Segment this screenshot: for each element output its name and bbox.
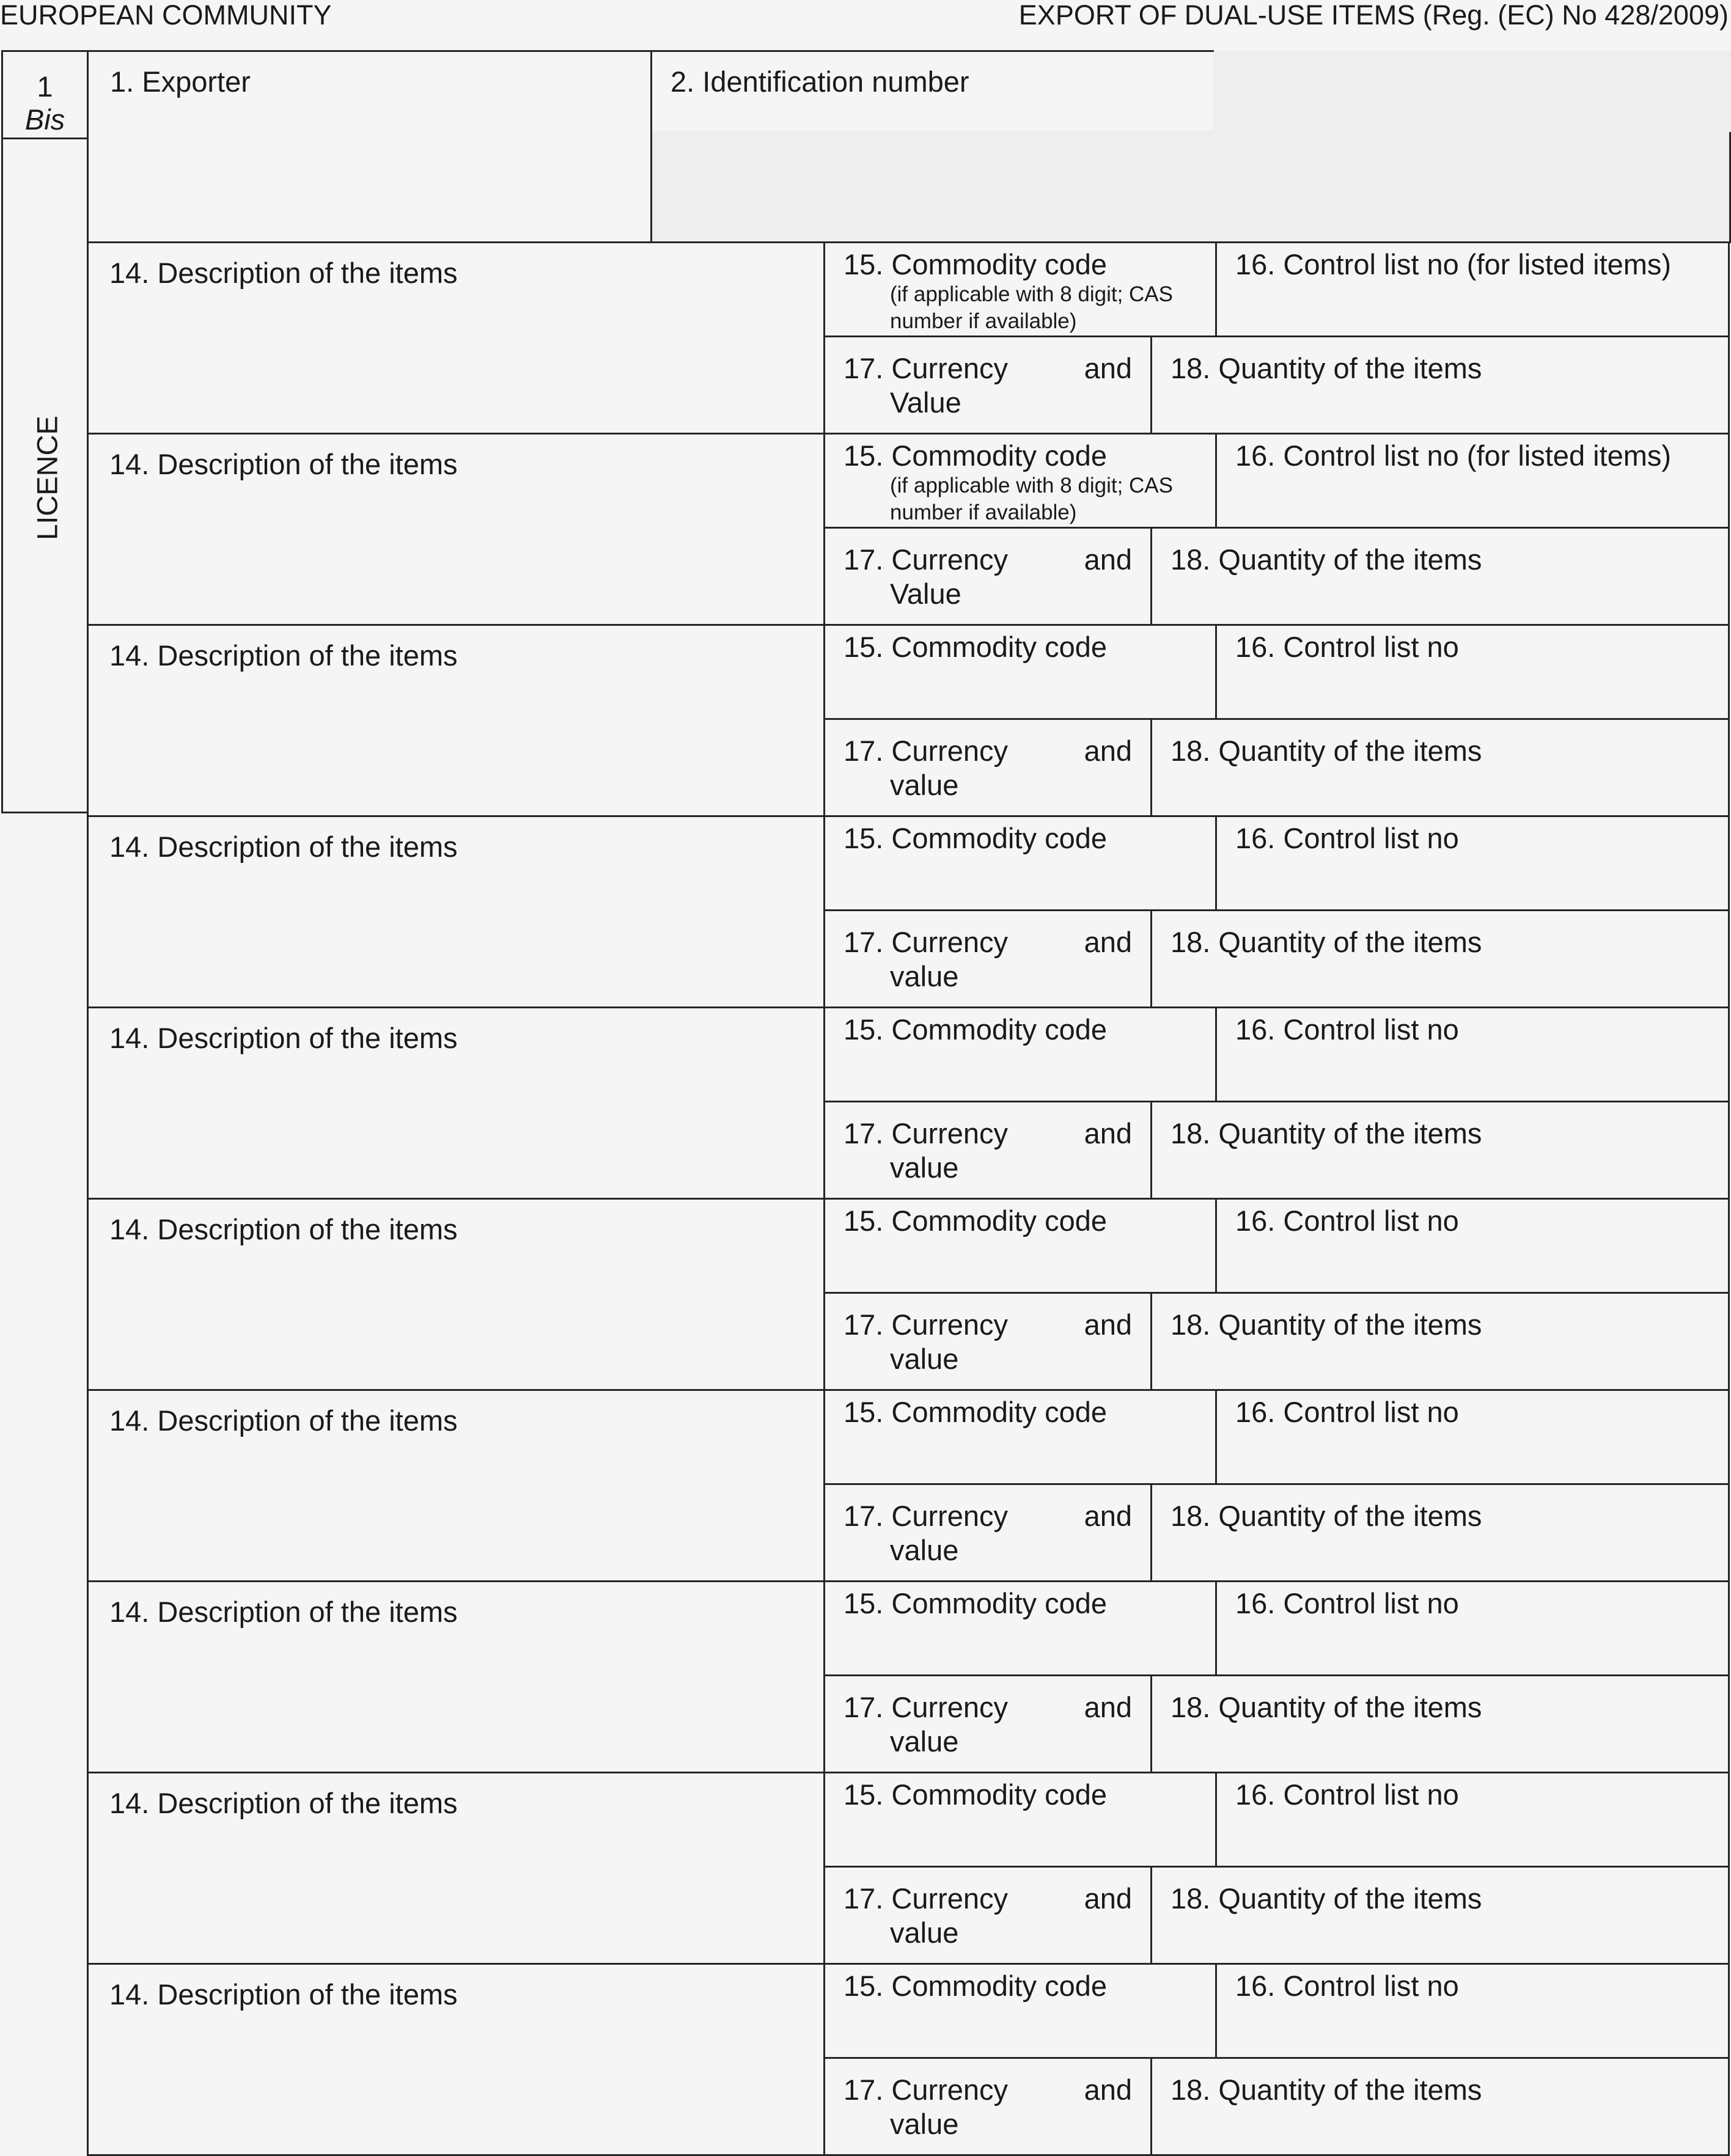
item-description-label: 14. Description of the items — [109, 1978, 458, 2011]
currency-label: 17. Currency — [843, 2074, 1009, 2106]
commodity-code-box[interactable] — [823, 433, 1217, 529]
currency-and-label: and — [1084, 1500, 1132, 1532]
control-list-label: 16. Control list no — [1235, 1396, 1459, 1428]
control-list-label: 16. Control list no — [1235, 1970, 1459, 2002]
currency-and-label: and — [1084, 1117, 1132, 1150]
exporter-box[interactable] — [87, 50, 652, 243]
currency-and-label: and — [1084, 735, 1132, 767]
quantity-box[interactable] — [1150, 1483, 1730, 1582]
currency-label: 17. Currency — [843, 1308, 1009, 1341]
currency-label: 17. Currency — [843, 1882, 1009, 1915]
quantity-label: 18. Quantity of the items — [1171, 352, 1482, 384]
identification-number-box[interactable] — [650, 50, 1216, 132]
control-list-label: 16. Control list no — [1235, 631, 1459, 663]
value-label: value — [890, 2108, 959, 2140]
value-label: value — [890, 1916, 959, 1949]
commodity-code-label: 15. Commodity code — [843, 1778, 1108, 1811]
currency-value-box[interactable] — [823, 718, 1152, 817]
commodity-code-box[interactable] — [823, 1772, 1217, 1868]
commodity-code-box[interactable] — [823, 1198, 1217, 1294]
currency-label: 17. Currency — [843, 1117, 1009, 1150]
control-list-box[interactable] — [1215, 1389, 1730, 1485]
item-description-box[interactable] — [87, 624, 825, 817]
item-description-label: 14. Description of the items — [109, 1213, 458, 1245]
item-description-box[interactable] — [87, 433, 825, 626]
exporter-label: 1. Exporter — [110, 65, 251, 98]
commodity-code-label: 15. Commodity code — [843, 439, 1108, 472]
commodity-code-box[interactable] — [823, 241, 1217, 337]
quantity-box[interactable] — [1150, 527, 1730, 626]
currency-and-label: and — [1084, 926, 1132, 958]
currency-label: 17. Currency — [843, 352, 1009, 384]
value-label: value — [890, 1725, 959, 1758]
identification-number-label: 2. Identification number — [671, 65, 969, 98]
control-list-box[interactable] — [1215, 1580, 1730, 1676]
currency-and-label: and — [1084, 2074, 1132, 2106]
currency-and-label: and — [1084, 352, 1132, 384]
value-label: value — [890, 1343, 959, 1375]
commodity-code-note-line2: number if available) — [890, 501, 1077, 524]
commodity-code-label: 15. Commodity code — [843, 1587, 1108, 1619]
item-description-label: 14. Description of the items — [109, 639, 458, 672]
form-bis-label: Bis — [24, 103, 65, 136]
quantity-box[interactable] — [1150, 336, 1730, 435]
currency-and-label: and — [1084, 1308, 1132, 1341]
currency-label: 17. Currency — [843, 1691, 1009, 1723]
commodity-code-box[interactable] — [823, 1580, 1217, 1676]
currency-and-label: and — [1084, 543, 1132, 576]
currency-label: 17. Currency — [843, 543, 1009, 576]
quantity-label: 18. Quantity of the items — [1171, 2074, 1482, 2106]
currency-and-label: and — [1084, 1691, 1132, 1723]
control-list-box[interactable] — [1215, 1198, 1730, 1294]
currency-value-box[interactable] — [823, 2057, 1152, 2156]
quantity-label: 18. Quantity of the items — [1171, 543, 1482, 576]
currency-value-box[interactable] — [823, 1866, 1152, 1965]
currency-value-box[interactable] — [823, 336, 1152, 435]
quantity-box[interactable] — [1150, 1101, 1730, 1200]
quantity-label: 18. Quantity of the items — [1171, 1691, 1482, 1723]
item-description-box[interactable] — [87, 1007, 825, 1200]
control-list-label: 16. Control list no — [1235, 1587, 1459, 1619]
currency-value-box[interactable] — [823, 1483, 1152, 1582]
value-label: Value — [890, 578, 961, 610]
control-list-label: 16. Control list no — [1235, 1013, 1459, 1046]
currency-label: 17. Currency — [843, 926, 1009, 958]
commodity-code-box[interactable] — [823, 815, 1217, 911]
control-list-label: 16. Control list no — [1235, 1204, 1459, 1237]
control-list-box[interactable] — [1215, 433, 1730, 529]
value-label: value — [890, 1534, 959, 1566]
item-description-box[interactable] — [87, 241, 825, 435]
control-list-box[interactable] — [1215, 1772, 1730, 1868]
commodity-code-box[interactable] — [823, 624, 1217, 720]
control-list-label: 16. Control list no (for listed items) — [1235, 248, 1672, 280]
item-description-box[interactable] — [87, 1580, 825, 1773]
currency-value-box[interactable] — [823, 1292, 1152, 1391]
quantity-box[interactable] — [1150, 909, 1730, 1008]
commodity-code-box[interactable] — [823, 1007, 1217, 1102]
item-description-label: 14. Description of the items — [109, 1787, 458, 1819]
currency-label: 17. Currency — [843, 735, 1009, 767]
item-description-label: 14. Description of the items — [109, 831, 458, 863]
quantity-box[interactable] — [1150, 1866, 1730, 1965]
currency-label: 17. Currency — [843, 1500, 1009, 1532]
item-description-label: 14. Description of the items — [109, 1022, 458, 1054]
quantity-label: 18. Quantity of the items — [1171, 1117, 1482, 1150]
item-description-box[interactable] — [87, 1963, 825, 2156]
quantity-label: 18. Quantity of the items — [1171, 1308, 1482, 1341]
commodity-code-label: 15. Commodity code — [843, 248, 1108, 280]
commodity-code-note-line1: (if applicable with 8 digit; CAS — [890, 474, 1173, 497]
value-label: value — [890, 1151, 959, 1184]
control-list-box[interactable] — [1215, 241, 1730, 337]
control-list-label: 16. Control list no (for listed items) — [1235, 439, 1672, 472]
item-description-box[interactable] — [87, 1198, 825, 1391]
form-regulation-title: EXPORT OF DUAL-USE ITEMS (Reg. (EC) No 428/2009) — [1018, 0, 1729, 31]
quantity-box[interactable] — [1150, 2057, 1730, 2156]
commodity-code-label: 15. Commodity code — [843, 822, 1108, 854]
quantity-label: 18. Quantity of the items — [1171, 1882, 1482, 1915]
top-right-corner-area — [1214, 50, 1731, 132]
control-list-box[interactable] — [1215, 624, 1730, 720]
commodity-code-note-line2: number if available) — [890, 309, 1077, 333]
quantity-box[interactable] — [1150, 1674, 1730, 1773]
control-list-label: 16. Control list no — [1235, 822, 1459, 854]
quantity-label: 18. Quantity of the items — [1171, 1500, 1482, 1532]
top-right-blank-box — [650, 130, 1731, 243]
form-number-box — [1, 50, 89, 139]
quantity-box[interactable] — [1150, 718, 1730, 817]
control-list-box[interactable] — [1215, 1007, 1730, 1102]
commodity-code-note-line1: (if applicable with 8 digit; CAS — [890, 282, 1173, 306]
control-list-label: 16. Control list no — [1235, 1778, 1459, 1811]
item-description-label: 14. Description of the items — [109, 1404, 458, 1437]
commodity-code-label: 15. Commodity code — [843, 631, 1108, 663]
value-label: Value — [890, 386, 961, 419]
commodity-code-box[interactable] — [823, 1389, 1217, 1485]
quantity-label: 18. Quantity of the items — [1171, 735, 1482, 767]
control-list-box[interactable] — [1215, 1963, 1730, 2059]
item-description-label: 14. Description of the items — [109, 257, 458, 289]
commodity-code-label: 15. Commodity code — [843, 1396, 1108, 1428]
item-description-box[interactable] — [87, 1389, 825, 1582]
quantity-box[interactable] — [1150, 1292, 1730, 1391]
commodity-code-box[interactable] — [823, 1963, 1217, 2059]
commodity-code-label: 15. Commodity code — [843, 1204, 1108, 1237]
item-description-label: 14. Description of the items — [109, 1596, 458, 1628]
quantity-label: 18. Quantity of the items — [1171, 926, 1482, 958]
control-list-box[interactable] — [1215, 815, 1730, 911]
form-number: 1 — [37, 70, 53, 103]
value-label: value — [890, 769, 959, 801]
item-description-label: 14. Description of the items — [109, 448, 458, 480]
commodity-code-label: 15. Commodity code — [843, 1970, 1108, 2002]
item-description-box[interactable] — [87, 815, 825, 1008]
currency-value-box[interactable] — [823, 527, 1152, 626]
currency-value-box[interactable] — [823, 1101, 1152, 1200]
licence-vertical-label: LICENCE — [31, 416, 64, 540]
commodity-code-label: 15. Commodity code — [843, 1013, 1108, 1046]
currency-value-box[interactable] — [823, 1674, 1152, 1773]
currency-and-label: and — [1084, 1882, 1132, 1915]
item-description-box[interactable] — [87, 1772, 825, 1965]
currency-value-box[interactable] — [823, 909, 1152, 1008]
form-community-title: EUROPEAN COMMUNITY — [0, 0, 332, 31]
value-label: value — [890, 960, 959, 992]
